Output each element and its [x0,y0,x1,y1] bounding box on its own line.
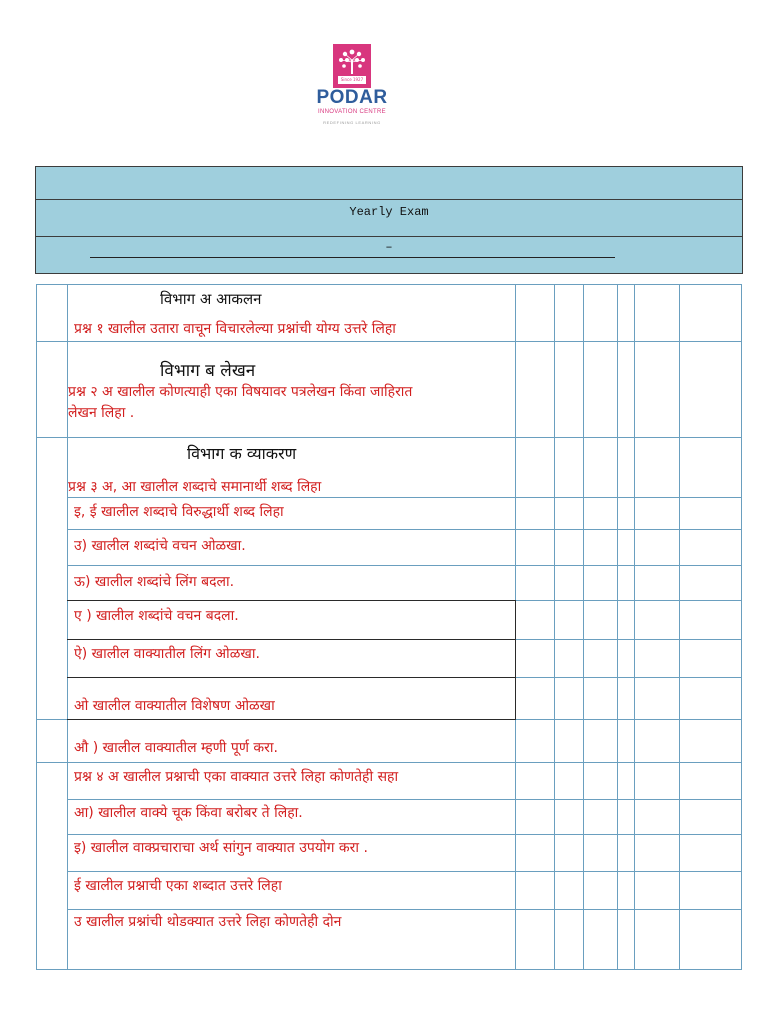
podar-logo [300,42,404,128]
section-b-title: विभाग ब लेखन [160,361,256,381]
logo-brand-name: PODAR [316,87,388,108]
question-4-item: इ) खालील वाक्प्रचाराचा अर्थ सांगुन वाक्यात उपयोग करा . [74,840,368,856]
grid-hline [67,909,742,910]
grid-vline [617,284,618,970]
header-dash: – [385,240,393,254]
question-3-item: औ ) खालील वाक्यातील म्हणी पूर्ण करा. [74,740,278,756]
grid-hline [67,565,742,566]
exam-title: Yearly Exam [349,205,429,219]
question-4-item: उ खालील प्रश्नांची थोडक्यात उत्तरे लिहा कोणतेही दोन [74,914,342,930]
grid-vline [583,284,584,970]
grid-hline [36,969,742,970]
grid-hline [36,341,742,342]
question-3-item: ऐ) खालील वाक्यातील लिंग ओळखा. [74,646,260,662]
question-2-line2: लेखन लिहा . [68,405,135,421]
question-3-item: प्रश्न ३ अ, आ खालील शब्दाचे समानार्थी शब्द लिहा [68,479,322,495]
section-a-title: विभाग अ आकलन [160,290,262,308]
question-3-item: इ, ई खालील शब्दाचे विरुद्धार्थी शब्द लिहा [74,504,284,520]
question-box-border [67,600,516,601]
question-grid [36,284,742,970]
tree-icon [336,46,368,74]
question-4-item: आ) खालील वाक्ये चूक किंवा बरोबर ते लिहा. [74,805,303,821]
grid-vline [679,284,680,970]
question-box-border [67,639,516,640]
grid-vline [36,284,37,970]
question-box-border [515,600,516,720]
header-divider [36,236,742,237]
question-box-border [67,677,516,678]
question-box-border [67,719,516,720]
question-1: प्रश्न १ खालील उतारा वाचून विचारलेल्या प्रश्नांची योग्य उत्तरे लिहा [74,321,396,337]
grid-hline [67,871,742,872]
logo-tagline: REDEFINING LEARNING [323,120,381,125]
question-4-item: प्रश्न ४ अ खालील प्रश्नाची एका वाक्यात उत्तरे लिहा कोणतेही सहा [74,769,399,785]
question-3-item: ऊ) खालील शब्दांचे लिंग बदला. [74,574,235,590]
question-2-line1: प्रश्न २ अ खालील कोणत्याही एका विषयावर पत्रलेखन किंवा जाहिरात [68,384,413,400]
question-3-item: ओ खालील वाक्यातील विशेषण ओळखा [74,698,275,714]
grid-hline [36,284,742,285]
logo-tree-emblem [333,44,371,88]
grid-hline [67,529,742,530]
logo-subtitle: INNOVATION CENTRE [318,109,386,115]
question-3-item: उ) खालील शब्दांचे वचन ओळखा. [74,538,246,554]
grid-hline [67,834,742,835]
grid-hline [67,497,742,498]
question-4-item: ई खालील प्रश्नाची एका शब्दात उत्तरे लिहा [74,878,282,894]
header-underline [90,257,615,258]
grid-vline [554,284,555,970]
question-3-item: ए ) खालील शब्दांचे वचन बदला. [74,608,239,624]
grid-hline [67,799,742,800]
section-c-title: विभाग क व्याकरण [187,444,297,463]
logo-since-label: Since 1927 [338,76,366,84]
grid-hline [36,437,742,438]
grid-vline [634,284,635,970]
header-divider [36,199,742,200]
grid-vline [741,284,742,970]
grid-hline [36,762,742,763]
